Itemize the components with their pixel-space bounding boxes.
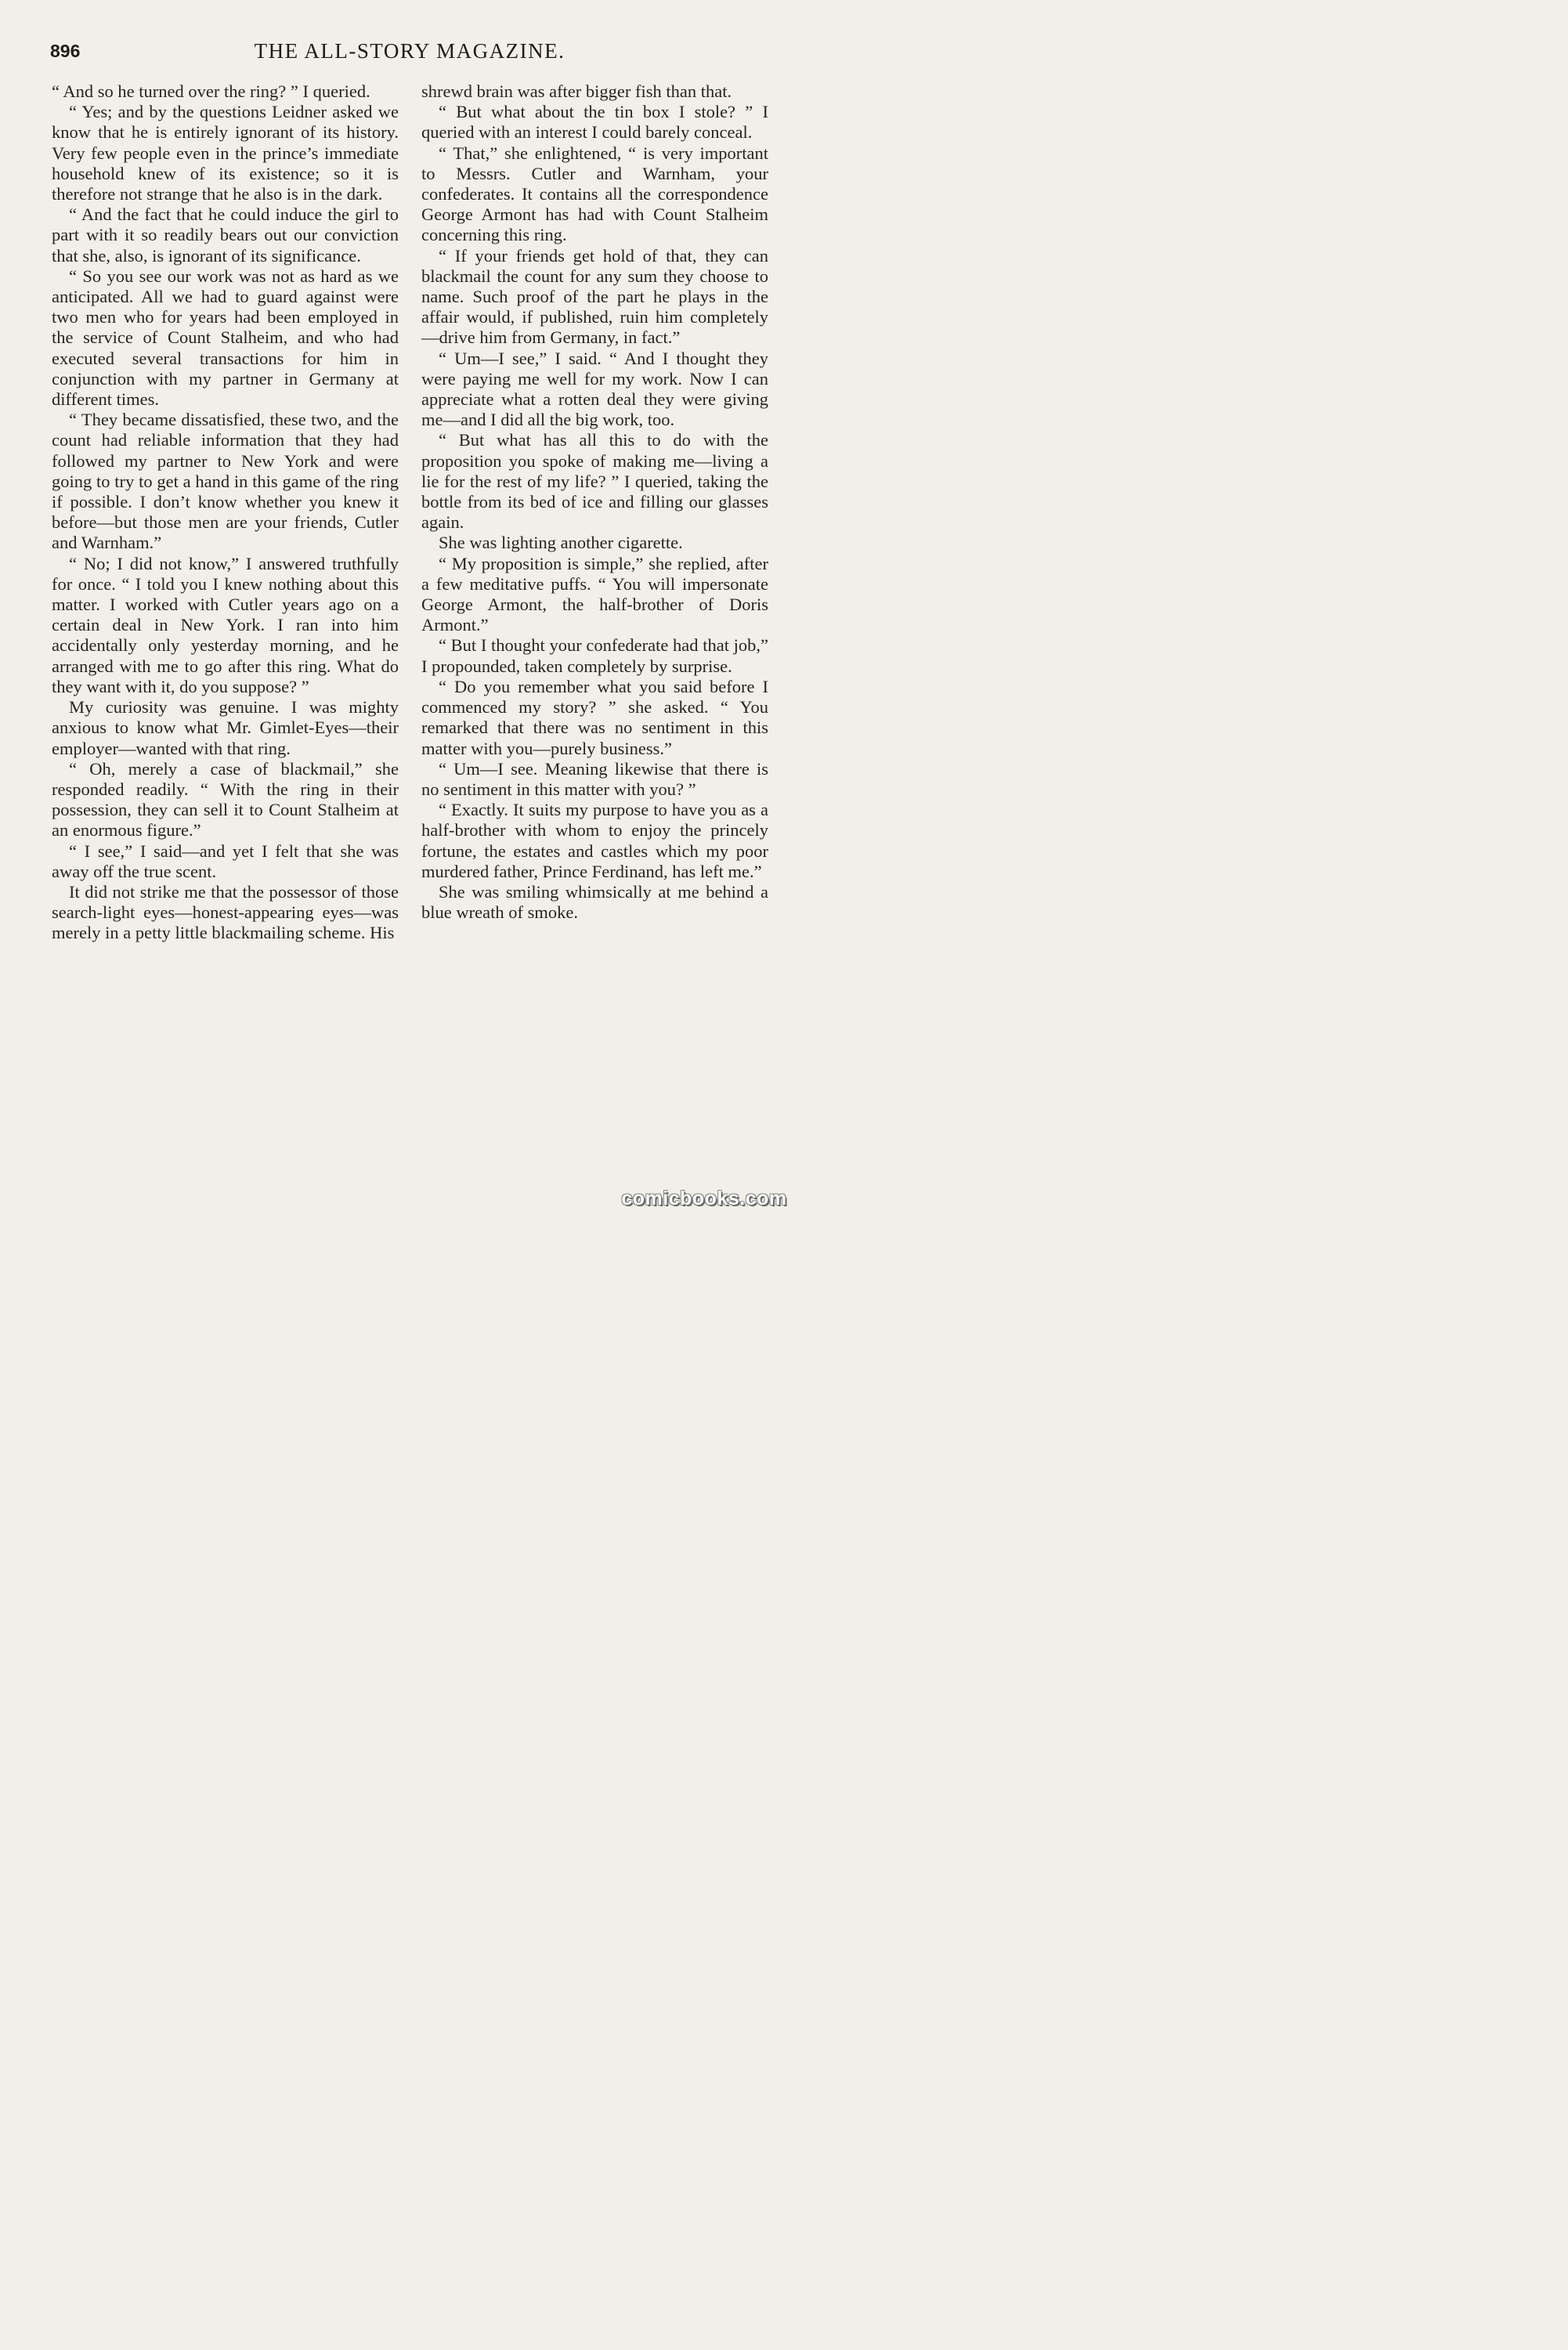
paragraph: “ Exactly. It suits my purpose to have you as a half-brother with whom to enjoy the princely fortune, the estates and castles which my poor murdered father, Prince Ferdinand, has left me.” [421,800,768,881]
left-column [52,81,399,944]
paragraph: “ Um—I see. Meaning likewise that there is no sentiment in this matter with you? ” [421,758,768,799]
paragraph: “ But what about the tin box I stole? ” I queried with an interest I could barely conceal. [421,102,768,143]
paragraph: “ Um—I see,” I said. “ And I thought they were paying me well for my work. Now I can appreciate what a rotten deal they were giving me—and I did all the big work, too. [421,348,768,430]
paragraph: “ Oh, merely a case of blackmail,” she responded readily. “ With the ring in their possession, they can sell it to Count Stalheim at an enormous figure.” [52,758,399,841]
running-head: THE ALL-STORY MAGAZINE. [254,39,565,63]
paragraph: “ No; I did not know,” I answered truthfully for once. “ I told you I knew nothing about this matter. I worked with Cutler years ago on a certain deal in New York. I ran into him accidentally only yesterday morning, and he arranged with me to go after this ring. What do they want with it, do you suppose? ” [52,553,399,696]
paragraph: “ Do you remember what you said before I commenced my story? ” she asked. “ You remarked that there was no sentiment in this matter with you—purely business.” [421,676,768,758]
page-number: 896 [50,41,81,61]
paragraph: “ But what has all this to do with the proposition you spoke of making me—living a lie for the rest of my life? ” I queried, taking the bottle from its bed of ice and filling our glasses again. [421,430,768,533]
paragraph: “ Yes; and by the questions Leidner asked we know that he is entirely ignorant of its history. Very few people even in the prince’s immediate household knew of its existence; so it is therefore not strange that he also is in the dark. [52,102,399,204]
watermark: comicbooks.com [621,1187,787,1209]
paragraph: “ That,” she enlightened, “ is very important to Messrs. Cutler and Warnham, your confederates. It contains all the correspondence George Armont has had with Count Stalheim concerning this ring. [421,143,768,245]
paragraph: “ And so he turned over the ring? ” I queried. [52,81,370,101]
paragraph: “ They became dissatisfied, these two, and the count had reliable information that they had followed my partner to New York and were going to try to get a hand in this game of the ring if possible. I don’t know whether you knew it before—but those men are your friends, Cutler and Warnham.” [52,410,399,553]
paragraph: shrewd brain was after bigger fish than that. [421,81,732,101]
paragraph: She was lighting another cigarette. [439,533,683,553]
paragraph: It did not strike me that the possessor of those search-light eyes—honest-appearing eyes—was merely in a petty little blackmailing scheme. His [52,881,399,943]
paragraph: “ And the fact that he could induce the girl to part with it so readily bears out our conviction that she, also, is ignorant of its significance. [52,204,399,266]
paragraph: “ But I thought your confederate had that job,” I propounded, taken completely by surprise. [421,635,768,676]
paragraph: “ I see,” I said—and yet I felt that she was away off the true scent. [52,841,399,881]
paragraph: She was smiling whimsically at me behind a blue wreath of smoke. [421,881,768,923]
right-column [421,81,768,923]
paragraph: “ If your friends get hold of that, they can blackmail the count for any sum they choose to name. Such proof of the part he plays in the affair would, if published, ruin him completely—drive him from Germany, in fact.” [421,245,768,348]
paragraph: My curiosity was genuine. I was mighty anxious to know what Mr. Gimlet-Eyes—their employer—wanted with that ring. [52,697,399,758]
paragraph: “ So you see our work was not as hard as we anticipated. All we had to guard against were two men who for years had been employed in the service of Count Stalheim, and who had executed several transactions for him in conjunction with my partner in Germany at different times. [52,266,399,410]
paragraph: “ My proposition is simple,” she replied, after a few meditative puffs. “ You will impersonate George Armont, the half-brother of Doris Armont.” [421,553,768,635]
